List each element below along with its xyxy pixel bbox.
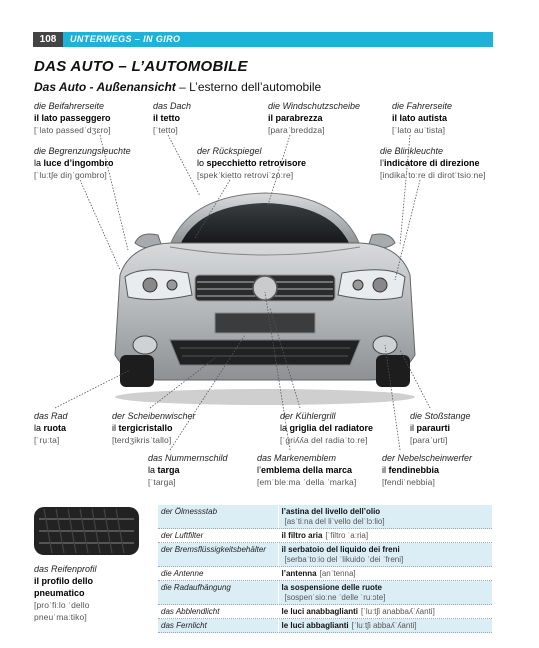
table-row	[158, 581, 492, 605]
word: luce d’ingombro	[43, 158, 114, 168]
table-row	[158, 605, 492, 619]
article: il	[410, 423, 417, 433]
table-cell-it	[278, 605, 492, 619]
label-phonetic: [ˈtetto]	[153, 125, 178, 135]
word: ruota	[43, 423, 67, 433]
table-row	[158, 529, 492, 543]
table-cell-de: der Bremsflüssigkeitsbehälter	[158, 543, 278, 567]
word: paraurti	[416, 423, 451, 433]
article: l’	[257, 465, 261, 475]
phonetic: [ˈluːtʃi abbaʎˈʎanti]	[351, 620, 417, 630]
label-it	[257, 464, 356, 476]
label-phonetic: [emˈbleːma ˈdella ˈmarka]	[257, 477, 357, 487]
phonetic: [ˈfiltro ˈaːria]	[325, 530, 369, 540]
phonetic: [sospenˈsioːne ˈdelle ˈruːɔte]	[284, 592, 386, 602]
label-begrenzungsleuchte	[34, 145, 131, 181]
label-de: die Windschutzscheibe	[268, 101, 360, 111]
article: il	[382, 465, 389, 475]
table-cell-de: das Fernlicht	[158, 619, 278, 633]
label-nebelscheinwerfer	[382, 452, 472, 488]
article: la	[34, 423, 44, 433]
phonetic: [asˈtiːna del liˈvello delˈlɔːlio]	[284, 516, 385, 526]
label-kuehlergrill	[280, 410, 373, 446]
label-phonetic: [ˈlato passedˈdʒɛro]	[34, 125, 111, 135]
word: emblema della marca	[261, 465, 353, 475]
label-it	[34, 422, 68, 434]
label-it	[148, 464, 228, 476]
italian-word: il filtro aria	[281, 530, 323, 540]
label-it: il lato passeggero	[34, 113, 111, 123]
table-row	[158, 619, 492, 633]
word: griglia del radiatore	[289, 423, 374, 433]
label-windschutzscheibe	[268, 100, 360, 136]
word: specchietto retrovisore	[206, 158, 307, 168]
label-markenemblem	[257, 452, 356, 488]
vocabulary-table	[158, 505, 492, 633]
label-it	[380, 157, 486, 169]
italian-word: l’antenna	[281, 568, 317, 578]
label-it	[34, 157, 131, 169]
phonetic: [ˈluːtʃi anabbaʎˈʎanti]	[360, 606, 435, 616]
article: la	[148, 465, 158, 475]
label-it: il parabrezza	[268, 113, 323, 123]
label-nummernschild	[148, 452, 228, 488]
label-it: pneumatico	[34, 588, 85, 598]
word: indicatore di direzione	[384, 158, 480, 168]
label-it	[112, 422, 196, 434]
label-phonetic: [proˈfiːlo ˈdello	[34, 600, 90, 610]
table-cell-it	[278, 581, 492, 605]
label-de: die Beifahrerseite	[34, 101, 105, 111]
label-it	[280, 422, 373, 434]
label-phonetic: [paraˈurti]	[410, 435, 448, 445]
label-de: der Nebelscheinwerfer	[382, 453, 473, 463]
label-de: das Reifenprofil	[34, 564, 97, 574]
italian-word: le luci abbaglianti	[281, 620, 349, 630]
page-number: 108	[33, 32, 63, 47]
label-stossstange	[410, 410, 471, 446]
article: la	[280, 423, 290, 433]
label-blinkleuchte	[380, 145, 486, 181]
table-cell-it	[278, 619, 492, 633]
label-phonetic: [indikaˈtoːre di dirotˈtsioːne]	[380, 170, 486, 180]
word: targa	[157, 465, 180, 475]
table-row	[158, 567, 492, 581]
label-it: il tetto	[153, 113, 180, 123]
label-de: die Stoßstange	[410, 411, 471, 421]
table-row	[158, 505, 492, 529]
label-phonetic: [ˈluːtʃe diŋˈgombro]	[34, 170, 107, 180]
label-de: der Scheibenwischer	[112, 411, 196, 421]
subtitle-de: Das Auto - Außenansicht	[34, 80, 176, 94]
table-cell-de: die Radaufhängung	[158, 581, 278, 605]
label-de: das Dach	[153, 101, 192, 111]
label-de: die Blinkleuchte	[380, 146, 444, 156]
label-de: das Nummernschild	[148, 453, 228, 463]
label-de: das Markenemblem	[257, 453, 337, 463]
label-it	[410, 422, 471, 434]
subtitle-it: – L’esterno dell’automobile	[175, 80, 322, 94]
article: lo	[197, 158, 207, 168]
label-de: der Rückspiegel	[197, 146, 262, 156]
label-de: die Begrenzungsleuchte	[34, 146, 131, 156]
label-phonetic: [paraˈbreddza]	[268, 125, 325, 135]
label-phonetic: [fendiˈnebbia]	[382, 477, 435, 487]
table-cell-de: der Ölmessstab	[158, 505, 278, 529]
label-de: der Kühlergrill	[280, 411, 336, 421]
word: fendinebbia	[388, 465, 440, 475]
label-phonetic: pneuˈmaːtiko]	[34, 612, 87, 622]
label-fahrerseite	[392, 100, 452, 136]
italian-word: la sospensione delle ruote	[281, 582, 382, 592]
page-subtitle	[34, 80, 321, 94]
label-it	[197, 157, 306, 169]
table-cell-it	[278, 505, 492, 529]
label-phonetic: [ˈlato auˈtista]	[392, 125, 446, 135]
table-cell-de: das Abblendlicht	[158, 605, 278, 619]
label-beifahrerseite	[34, 100, 111, 136]
car-front-image	[100, 185, 430, 405]
label-phonetic: [ˈrụːta]	[34, 435, 60, 445]
label-phonetic: [ˈɡriʎʎa del radiaˈtoːre]	[280, 435, 368, 445]
label-phonetic: [ˈtarga]	[148, 477, 176, 487]
label-it: il lato autista	[392, 113, 448, 123]
label-rad	[34, 410, 68, 446]
table-cell-it	[278, 567, 492, 581]
phonetic: [serbaˈtoːio del ˈlikuido ˈdei ˈfreni]	[284, 554, 404, 564]
page-title: DAS AUTO – L’AUTOMOBILE	[34, 58, 248, 75]
label-it	[382, 464, 472, 476]
label-rueckspiegel	[197, 145, 306, 181]
table-cell-it	[278, 529, 492, 543]
article: la	[34, 158, 44, 168]
label-reifenprofil	[34, 563, 97, 623]
article: il	[112, 423, 119, 433]
label-phonetic: [terdʒikrisˈtallo]	[112, 435, 172, 445]
italian-word: le luci anabbaglianti	[281, 606, 358, 616]
table-row	[158, 543, 492, 567]
table-cell-de: der Luftfilter	[158, 529, 278, 543]
label-it: il profilo dello	[34, 576, 93, 586]
word: tergicristallo	[118, 423, 173, 433]
italian-word: il serbatoio del liquido dei freni	[281, 544, 400, 554]
section-title: UNTERWEGS – IN GIRO	[70, 34, 181, 44]
italian-word: l’astina del livello dell’olio	[281, 506, 381, 516]
table-cell-de: die Antenne	[158, 567, 278, 581]
phonetic: [anˈtenna]	[319, 568, 356, 578]
article: l’	[380, 158, 384, 168]
label-phonetic: [spekˈkietto retroviˈzoːre]	[197, 170, 294, 180]
table-cell-it	[278, 543, 492, 567]
label-scheibenwischer	[112, 410, 196, 446]
label-de: die Fahrerseite	[392, 101, 453, 111]
label-dach	[153, 100, 191, 136]
label-de: das Rad	[34, 411, 68, 421]
tire-tread-image	[34, 507, 139, 555]
